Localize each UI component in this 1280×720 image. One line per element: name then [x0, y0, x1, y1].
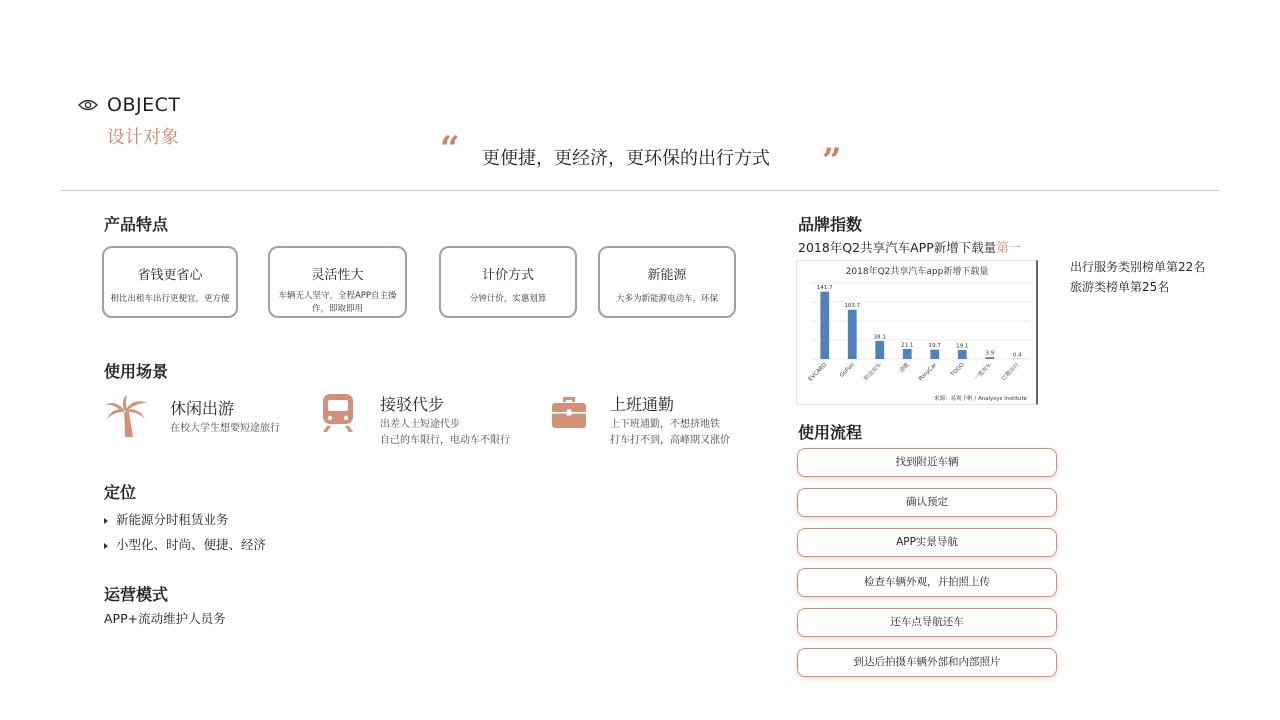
flow-step: 找到附近车辆 — [797, 448, 1057, 477]
feature-title: 计价方式 — [481, 268, 534, 283]
divider — [60, 190, 1220, 191]
chart-data-label: 21.1 — [901, 342, 914, 349]
chart-title: 2018年Q2共享汽车app新增下载量 — [845, 267, 989, 277]
chart-data-label: 103.7 — [844, 303, 861, 310]
feature-desc: 相比出租车出行更便宜，更方便 — [110, 294, 230, 304]
scene-desc: 打车打不到，高峰期又涨价 — [610, 435, 730, 446]
eye-icon — [78, 98, 98, 112]
train-icon — [321, 393, 355, 433]
scene-title: 上班通勤 — [610, 395, 675, 414]
section-title-en: OBJECT — [107, 94, 181, 116]
chart-bar — [848, 310, 857, 359]
scene-desc: 上下班通勤，不想挤地铁 — [610, 419, 720, 430]
flow-step: 确认预定 — [797, 488, 1057, 517]
bullet-icon — [104, 543, 108, 549]
slogan: 更便捷，更经济，更环保的出行方式 — [482, 148, 770, 169]
rank-text: 旅游类榜单第25名 — [1070, 280, 1170, 294]
open-quote-icon: “ — [440, 129, 460, 169]
bullet-icon — [104, 518, 108, 524]
chart-tick-label: 巴歌出行 — [1000, 362, 1021, 382]
feature-card — [102, 246, 238, 318]
chart-tick-label: TOGO — [949, 362, 966, 378]
brand-subtitle: 2018年Q2共享汽车APP新增下载量第一 — [798, 240, 1022, 255]
chart-tick-label: 一度用车 — [973, 362, 994, 382]
chart-bar — [930, 350, 939, 359]
chart-source: 来源：易观千帆 / Analysys Institute — [934, 396, 1027, 402]
close-quote-icon: ” — [822, 141, 842, 181]
feature-title: 灵活性大 — [311, 268, 364, 283]
features-title: 产品特点 — [104, 215, 169, 234]
flow-step: 检查车辆外观，并拍照上传 — [797, 568, 1057, 597]
palm-tree-icon — [103, 393, 149, 439]
chart-data-label: 141.7 — [816, 285, 833, 292]
download-chart — [796, 260, 1038, 405]
feature-card — [268, 246, 407, 318]
list-item: 新能源分时租赁业务 — [104, 510, 229, 528]
scene-desc: 出差人士短途代步 — [380, 419, 460, 430]
feature-desc: 车辆无人坚守，全程APP自主操作，即取即用 — [278, 291, 397, 314]
chart-bar — [903, 349, 912, 359]
scenes-title: 使用场景 — [104, 362, 169, 381]
operation-text: APP+流动维护人员务 — [104, 611, 226, 626]
scene-title: 接驳代步 — [380, 395, 445, 414]
chart-bar — [958, 350, 967, 359]
operation-title: 运营模式 — [104, 585, 169, 604]
briefcase-icon — [551, 395, 587, 429]
chart-data-label: 19.1 — [956, 343, 969, 350]
chart-svg — [797, 261, 1037, 404]
flow-title: 使用流程 — [798, 423, 863, 442]
chart-data-label: 3.9 — [985, 350, 995, 357]
chart-tick-label: EVCARD — [807, 362, 829, 383]
flow-step: 到达后拍摄车辆外部和内部照片 — [797, 648, 1057, 677]
chart-tick-label: PonyCar — [917, 362, 939, 383]
feature-desc: 大多为新能源电动车，环保 — [615, 294, 718, 304]
chart-data-label: 0.4 — [1012, 352, 1022, 359]
chart-data-label: 38.1 — [873, 334, 886, 341]
flow-step: APP实景导航 — [797, 528, 1057, 557]
brand-title: 品牌指数 — [798, 215, 863, 234]
chart-data-label: 19.7 — [928, 343, 941, 350]
feature-card — [439, 246, 577, 318]
section-title-cn: 设计对象 — [107, 127, 179, 148]
feature-card — [598, 246, 736, 318]
feature-desc: 分钟计价，实惠划算 — [469, 294, 547, 304]
list-item: 小型化、时尚、便捷、经济 — [104, 535, 266, 553]
chart-bar — [875, 341, 884, 359]
feature-title: 新能源 — [647, 268, 687, 283]
brand-highlight: 第一 — [996, 240, 1022, 255]
scene-desc: 在校大学生想要短途旅行 — [170, 423, 280, 434]
chart-tick-label: 盼达用车 — [863, 362, 884, 382]
feature-title: 省钱更省心 — [137, 268, 203, 283]
scene-desc: 自己的车限行，电动车不限行 — [380, 435, 510, 446]
chart-tick-label: 途歌 — [898, 362, 911, 375]
chart-tick-label: GoFun — [839, 362, 856, 379]
flow-step: 还车点导航还车 — [797, 608, 1057, 637]
scene-title: 休闲出游 — [170, 399, 235, 418]
chart-bar — [820, 292, 829, 359]
positioning-title: 定位 — [104, 483, 137, 502]
rank-text: 出行服务类别榜单第22名 — [1070, 260, 1206, 274]
chart-bar — [985, 357, 994, 359]
